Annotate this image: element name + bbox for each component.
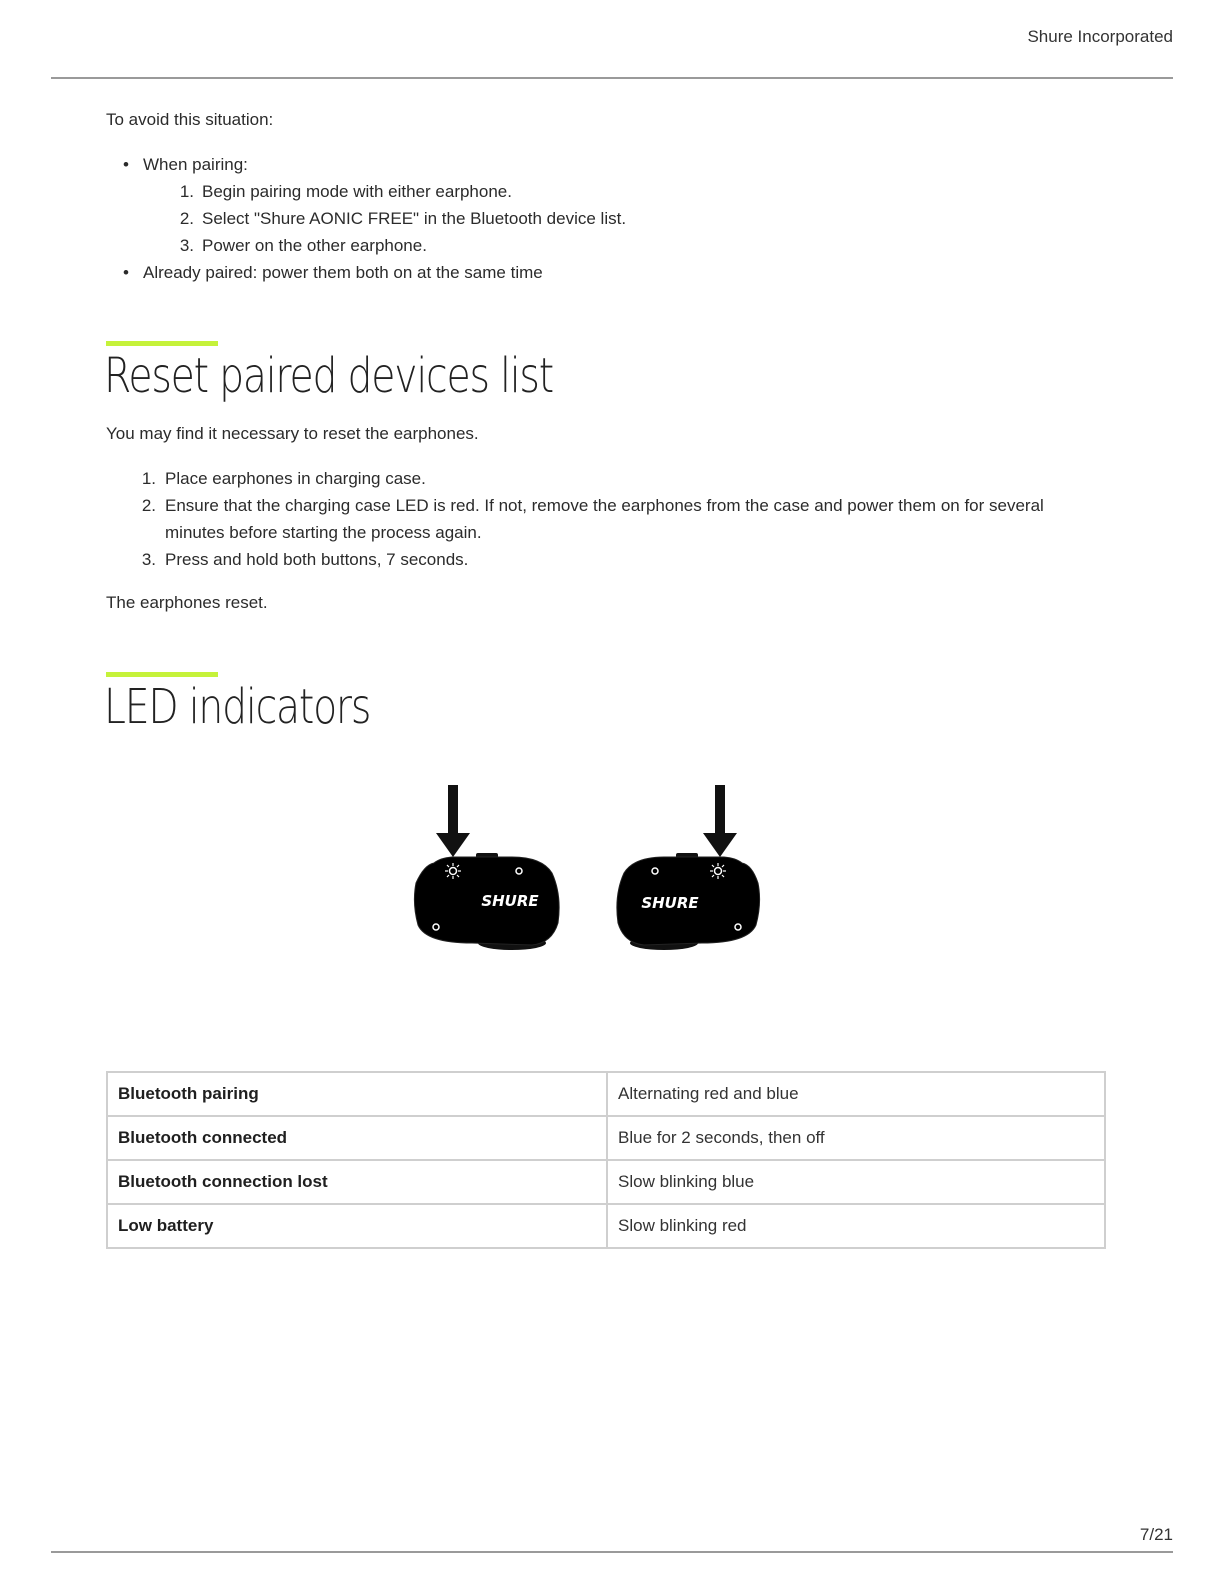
- led-state-cell: Bluetooth connected: [107, 1116, 607, 1160]
- section-accent-bar: [106, 341, 218, 346]
- section-accent-bar: [106, 672, 218, 677]
- led-state-cell: Bluetooth pairing: [107, 1072, 607, 1116]
- brand-logo: SHURE: [481, 892, 539, 910]
- step-number: 1.: [179, 182, 194, 201]
- led-indicator-cell: Slow blinking red: [607, 1204, 1105, 1248]
- earphones-led-figure: [412, 785, 764, 955]
- step-number: 1.: [141, 469, 156, 488]
- page-number: 7/21: [1139, 1525, 1173, 1544]
- right-earphone: [617, 853, 760, 950]
- bullet-marker: •: [123, 263, 129, 282]
- company-name: Shure Incorporated: [1027, 27, 1173, 46]
- led-indicator-cell: Alternating red and blue: [607, 1072, 1105, 1116]
- table-row: [107, 1116, 1105, 1160]
- step-text: Power on the other earphone.: [202, 236, 427, 255]
- avoid-intro: To avoid this situation:: [106, 110, 274, 129]
- led-state-cell: Bluetooth connection lost: [107, 1160, 607, 1204]
- led-section-title: LED indicators: [104, 679, 371, 735]
- step-number: 2.: [141, 496, 156, 515]
- reset-outro: The earphones reset.: [106, 593, 268, 612]
- led-indicator-cell: Blue for 2 seconds, then off: [607, 1116, 1105, 1160]
- bullet-marker: •: [123, 155, 129, 174]
- table-row: [107, 1160, 1105, 1204]
- step-number: 2.: [179, 209, 194, 228]
- brand-logo: SHURE: [641, 894, 699, 912]
- step-text-continued: minutes before starting the process again.: [165, 523, 482, 542]
- reset-intro: You may find it necessary to reset the earphones.: [106, 424, 479, 443]
- bullet-text: Already paired: power them both on at the same time: [143, 263, 543, 282]
- led-indicator-table: [106, 1071, 1106, 1249]
- led-indicator-cell: Slow blinking blue: [607, 1160, 1105, 1204]
- step-text: Place earphones in charging case.: [165, 469, 426, 488]
- table-row: [107, 1072, 1105, 1116]
- step-number: 3.: [141, 550, 156, 569]
- bullet-text: When pairing:: [143, 155, 248, 174]
- arrow-down-icon: [703, 785, 737, 857]
- step-text: Press and hold both buttons, 7 seconds.: [165, 550, 469, 569]
- step-text: Begin pairing mode with either earphone.: [202, 182, 512, 201]
- left-earphone: [414, 853, 559, 950]
- earphones-illustration: [412, 785, 764, 955]
- header-divider: [51, 77, 1173, 79]
- arrow-down-icon: [436, 785, 470, 857]
- step-text: Select "Shure AONIC FREE" in the Bluetooth device list.: [202, 209, 627, 228]
- reset-section-title: Reset paired devices list: [104, 348, 553, 404]
- footer-divider: [51, 1551, 1173, 1553]
- step-number: 3.: [179, 236, 194, 255]
- led-state-cell: Low battery: [107, 1204, 607, 1248]
- table-row: [107, 1204, 1105, 1248]
- step-text: Ensure that the charging case LED is red. If not, remove the earphones from the case and power them on for several: [165, 496, 1044, 515]
